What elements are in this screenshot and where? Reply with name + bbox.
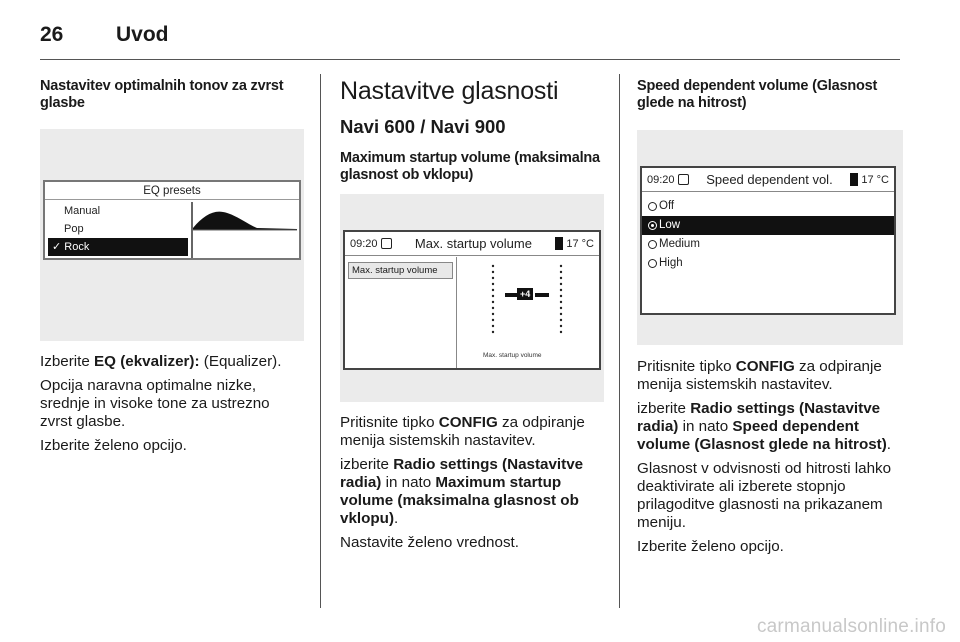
option-medium[interactable]: Medium (642, 235, 894, 254)
clock: 09:20 (350, 237, 378, 250)
paragraph-press-config: Pritisnite tipko CONFIG za odpiranje menija sistemskih nastavitev. (340, 414, 585, 449)
section-subhead: Nastavitev optimalnih tonov za zvrst glasbe (40, 78, 284, 111)
radio-on-icon (648, 221, 657, 230)
column-speed-volume (637, 78, 903, 556)
volume-slider[interactable] (475, 262, 585, 342)
feature-subhead: Maximum startup volume (maksimalna glasnost ob vklopu) (340, 150, 600, 183)
option-high[interactable]: High (642, 254, 894, 273)
eq-title-divider (45, 199, 299, 200)
eq-preset-manual[interactable]: Manual (64, 205, 101, 217)
page-header (40, 20, 169, 50)
radio-screen-header (642, 168, 894, 192)
radio-off-icon (648, 240, 657, 249)
back-icon (678, 174, 689, 185)
check-icon: ✓ (52, 241, 62, 253)
temperature: 17 °C (566, 237, 594, 250)
eq-screen-title: EQ presets (143, 185, 201, 197)
option-off[interactable]: Off (642, 197, 894, 216)
signal-icon (850, 173, 858, 186)
max-startup-volume-screenshot (340, 194, 604, 402)
signal-icon (555, 237, 563, 250)
temperature: 17 °C (861, 173, 889, 186)
radio-off-icon (648, 202, 657, 211)
back-icon (381, 238, 392, 249)
page-title: Uvod (116, 23, 169, 46)
page-number: 26 (40, 23, 64, 46)
radio-screen-header (345, 232, 599, 256)
menu-item-max-startup-volume[interactable]: Max. startup volume (348, 262, 453, 279)
slider-caption: Max. startup volume (483, 352, 542, 359)
watermark: carmanualsonline.info (756, 616, 946, 637)
radio-menu-pane (345, 257, 457, 368)
speed-volume-options (642, 197, 894, 273)
paragraph-select-settings: izberite Radio settings (Nastavitve radia) in nato Speed dependent volume (Glasnost glede na hitrost). (637, 400, 892, 453)
paragraph-press-config: Pritisnite tipko CONFIG za odpiranje menija sistemskih nastavitev. (637, 358, 882, 393)
column-volume (340, 78, 604, 552)
section-subheading: Navi 600 / Navi 900 (340, 116, 506, 137)
radio-screen-title: Max. startup volume (414, 236, 532, 251)
paragraph-choose-option: Izberite želeno opcijo. (637, 538, 784, 555)
column-divider-1 (320, 74, 321, 608)
eq-preset-rock[interactable] (48, 238, 188, 256)
eq-preset-pop[interactable]: Pop (64, 223, 84, 235)
option-low[interactable]: Low (642, 216, 894, 235)
clock: 09:20 (647, 173, 675, 186)
paragraph-select-eq: Izberite EQ (ekvalizer): (Equalizer). (40, 353, 282, 370)
eq-curve-graphic (191, 202, 297, 258)
eq-preset-list (48, 202, 188, 256)
eq-screen (43, 180, 301, 260)
paragraph-speed-volume-description: Glasnost v odvisnosti od hitrosti lahko deaktivirate ali izberete stopnjo prilagoditve glasnosti na prikazanem meniju. (637, 460, 892, 531)
eq-presets-screenshot (40, 129, 304, 341)
paragraph-eq-description: Opcija naravna optimalne nizke, srednje in visoke tone za ustrezno zvrst glasbe. (40, 377, 270, 430)
feature-subhead: Speed dependent volume (Glasnost glede na hitrost) (637, 78, 878, 111)
eq-preset-rock-label: Rock (64, 241, 90, 253)
paragraph-set-value: Nastavite želeno vrednost. (340, 534, 519, 551)
radio-screen (640, 166, 896, 315)
section-heading: Nastavitve glasnosti (340, 77, 559, 105)
radio-screen (343, 230, 601, 370)
column-eq (40, 78, 304, 455)
paragraph-select-settings: izberite Radio settings (Nastavitve radia) in nato Maximum startup volume (maksimalna glasnost ob vklopu). (340, 456, 584, 527)
radio-screen-title: Speed dependent vol. (706, 172, 833, 187)
header-divider (40, 59, 900, 60)
column-divider-2 (619, 74, 620, 608)
paragraph-choose-option: Izberite želeno opcijo. (40, 437, 187, 454)
volume-value: +4 (517, 288, 533, 300)
speed-dependent-volume-screenshot (637, 130, 903, 345)
radio-off-icon (648, 259, 657, 268)
